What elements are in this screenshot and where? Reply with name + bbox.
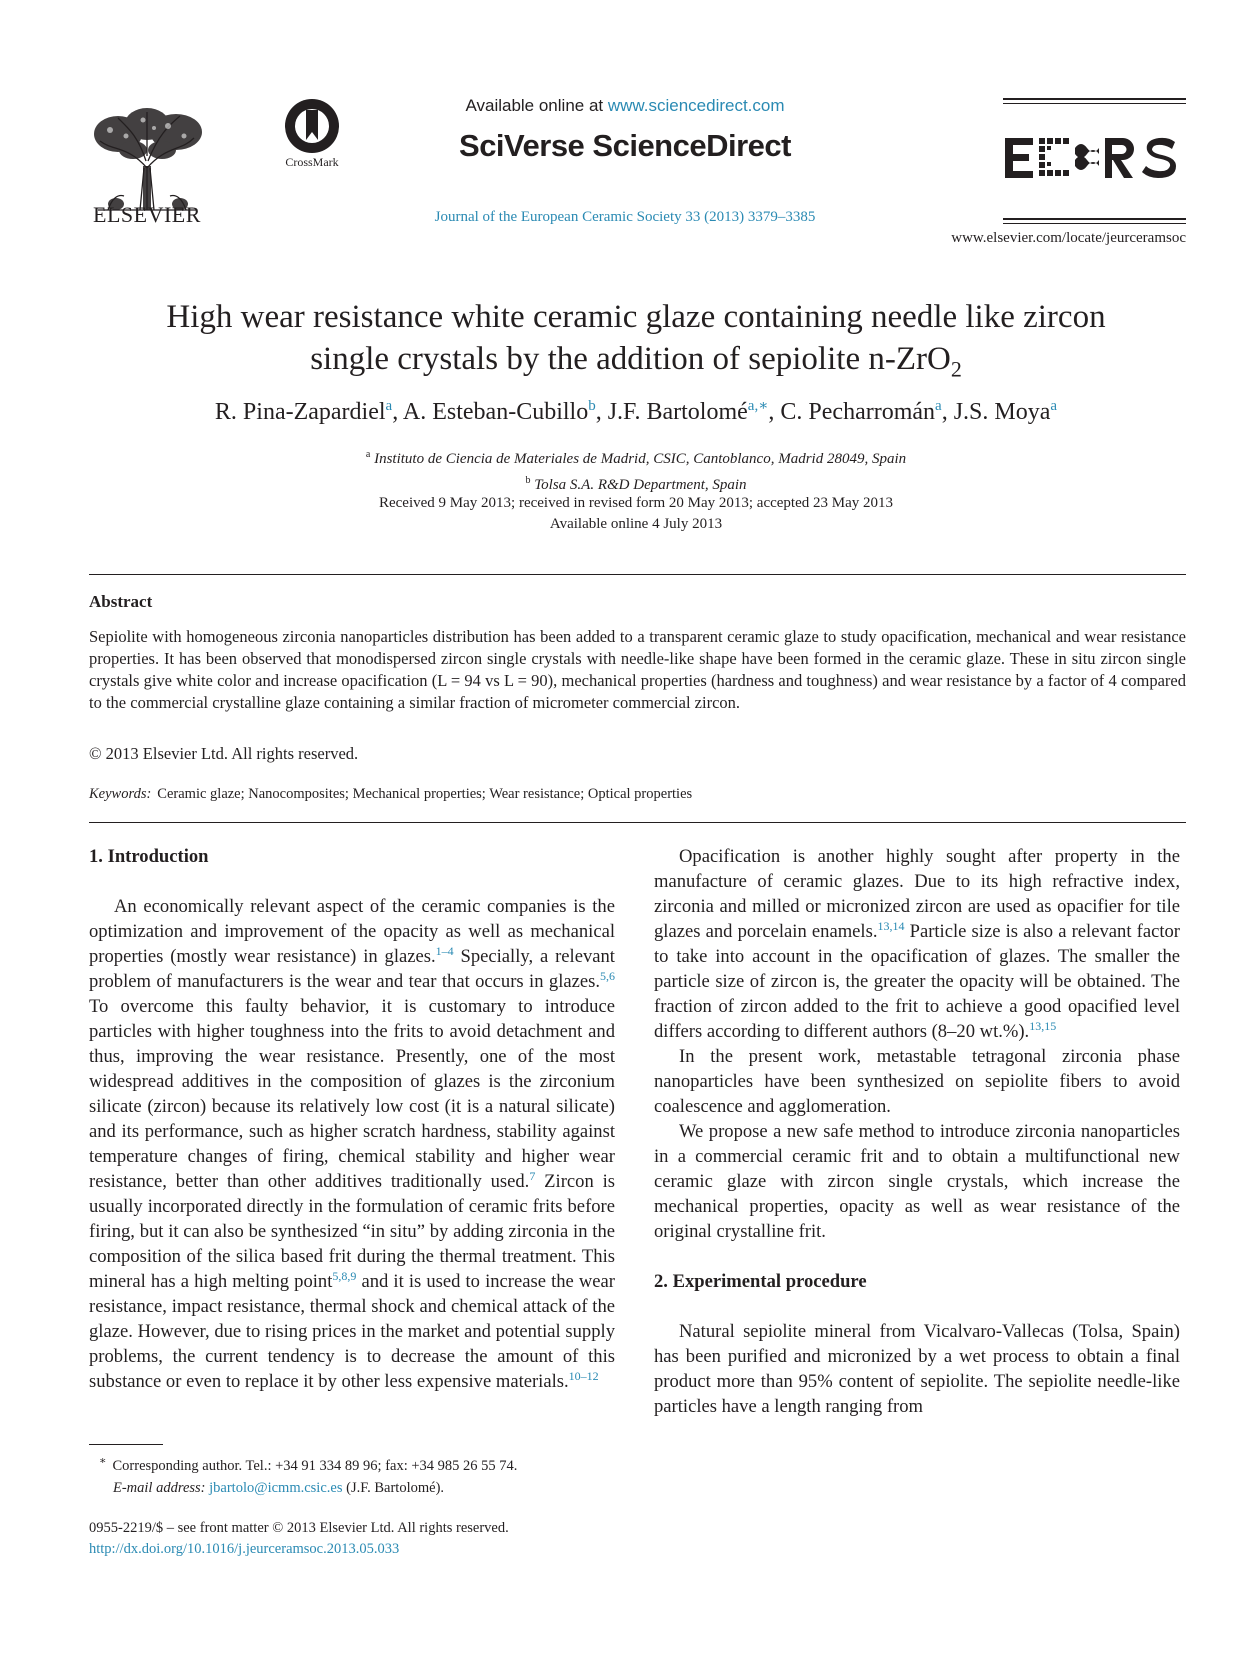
article-history (80, 493, 1192, 535)
citation-link[interactable]: 5,6 (600, 968, 615, 983)
citation-link[interactable]: 10–12 (568, 1368, 599, 1383)
sciverse-sciencedirect-wordmark: SciVerse ScienceDirect (459, 128, 791, 163)
journal-homepage-url[interactable]: www.elsevier.com/locate/jeurceramsoc (951, 230, 1186, 246)
author-email-link[interactable]: jbartolo@icmm.csic.es (209, 1479, 343, 1496)
doi-link[interactable]: http://dx.doi.org/10.1016/j.jeurceramsoc.2013.05.033 (89, 1541, 400, 1557)
section-heading-experimental: 2. Experimental procedure (654, 1271, 867, 1292)
keywords-label: Keywords: (89, 786, 152, 802)
available-online-line (360, 96, 890, 116)
header-rule (1003, 103, 1186, 104)
paragraph-text: Particle size is also a relevant factor to take into account in the opacification of glazes. The smaller the particle size of zircon is, the greater the opacity will be obtained. The fraction of zircon added to the frit to achieve a good opacified level differs according to different authors (8–20 wt.%). (654, 921, 1180, 1042)
footnote-marker: ∗ (99, 1455, 107, 1467)
author-affiliation-link[interactable]: a (1050, 398, 1058, 414)
affiliation-label: a (365, 449, 371, 460)
author-affiliation-link[interactable]: b (588, 398, 596, 414)
body-left-column (89, 844, 615, 1394)
abstract-copyright: © 2013 Elsevier Ltd. All rights reserved. (89, 744, 359, 763)
section-heading-introduction: 1. Introduction (89, 846, 209, 867)
issn-copyright: 0955-2219/$ – see front matter © 2013 Elsevier Ltd. All rights reserved. (89, 1520, 509, 1536)
article-title (80, 296, 1192, 391)
intro-paragraph-2 (654, 844, 1180, 1044)
keywords (89, 786, 1186, 803)
corresponding-author-text: Corresponding author. Tel.: +34 91 334 89 96; fax: +34 985 26 55 74. (112, 1457, 518, 1474)
author-affiliation-link[interactable]: a,∗ (747, 398, 769, 414)
intro-paragraph-3: In the present work, metastable tetragonal zirconia phase nanoparticles have been synthesized on sepiolite fibers to avoid coalescence and agglomeration. (654, 1046, 1180, 1117)
experimental-paragraph-1: Natural sepiolite mineral from Vicalvaro-Vallecas (Tolsa, Spain) has been purified and micronized by a wet process to obtain a final product more than 95% content of sepiolite. The sepiolite needle-like particles have a length ranging from (654, 1321, 1180, 1417)
author-name: R. Pina-Zapardiel (214, 399, 386, 425)
intro-paragraph-1 (89, 894, 615, 1394)
journal-citation-link[interactable]: Journal of the European Ceramic Society 33 (2013) 3379–3385 (434, 209, 816, 225)
footnote-rule (89, 1444, 163, 1445)
title-line-1: High wear resistance white ceramic glaze containing needle like zircon (166, 299, 1106, 335)
citation-link[interactable]: 13,15 (1029, 1018, 1057, 1033)
header-rule (1003, 98, 1186, 100)
available-online-prefix: Available online at (465, 96, 608, 115)
paragraph-text: and it is used to increase the wear resistance, impact resistance, thermal shock and chemical attack of the glaze. However, due to rising prices in the market and potential supply problems, the current tendency is to decrease the amount of this substance or even to replace it by other less expensive materials. (89, 1271, 616, 1392)
citation-link[interactable]: 5,8,9 (332, 1268, 357, 1283)
paragraph-text: Specially, a relevant problem of manufacturers is the wear and tear that occurs in glazes. (89, 946, 615, 992)
affiliation-text: Tolsa S.A. R&D Department, Spain (534, 477, 747, 493)
affiliation-text: Instituto de Ciencia de Materiales de Madrid, CSIC, Cantoblanco, Madrid 28049, Spain (374, 451, 907, 467)
front-matter (89, 1518, 649, 1560)
author-list: R. Pina-Zapardiel$^a$, A. Esteban-Cubillo$^b$, J.F. Bartolomé$^{a,∗}$, C. Pecharromán$^a$, J.S. Moya$^a$ (214, 398, 1058, 425)
author-affiliation-link[interactable]: a (385, 398, 393, 414)
paragraph-text: An economically relevant aspect of the ceramic companies is the optimization and improvement of the opacity as well as mechanical properties (mostly wear resistance) in glazes. (89, 896, 615, 967)
paragraph-text: Opacification is another highly sought after property in the manufacture of ceramic glazes. Due to its high refractive index, zirconia and milled or micronized zircon are used as opacifier for tile glazes and porcelain enamels. (654, 846, 1180, 942)
title-subscript: 2 (950, 356, 962, 382)
abstract-top-rule (89, 574, 1186, 575)
crossmark-icon[interactable] (276, 96, 348, 156)
affiliations (80, 444, 1192, 496)
author-name: C. Pecharromán (780, 399, 936, 425)
email-owner: (J.F. Bartolomé). (346, 1479, 445, 1496)
paragraph-text: To overcome this faulty behavior, it is customary to introduce particles with higher toughness into the frits to avoid detachment and thus, improving the wear resistance. Presently, one of the most widespread additives in the composition of glazes is the zirconium silicate (zircon) because its relatively low cost (it is a natural silicate) and its performance, such as higher scratch hardness, stability against temperature changes of firing, chemical stability and higher wear resistance, better than other additives traditionally used. (89, 996, 615, 1192)
author-name: J.F. Bartolomé (607, 399, 748, 425)
title-line-2: single crystals by the addition of sepiolite n-ZrO (310, 341, 951, 377)
header-rule (1003, 223, 1186, 224)
header-rule (1003, 218, 1186, 220)
abstract-bottom-rule (89, 822, 1186, 823)
author-affiliation-link[interactable]: a (935, 398, 942, 414)
citation-link[interactable]: 7 (529, 1168, 536, 1183)
available-online-date: Available online 4 July 2013 (549, 516, 723, 532)
affiliation-label: b (525, 475, 531, 486)
crossmark-label: CrossMark (285, 155, 339, 169)
body-right-column (654, 844, 1180, 1419)
abstract-text: Sepiolite with homogeneous zirconia nanoparticles distribution has been added to a transparent ceramic glaze to study opacification, mechanical and wear resistance properties. It has been observed that monodispersed zircon single crystals with needle-like shape have been formed in the ceramic glaze. These in situ zircon single crystals give white color and increase opacification (L = 94 vs L = 90), mechanical properties (hardness and toughness) and wear resistance by a factor of 4 compared to the commercial crystalline glaze containing a similar fraction of micrometer commercial zircon. (89, 627, 1186, 712)
email-label: E-mail address: (113, 1479, 206, 1496)
intro-paragraph-4: We propose a new safe method to introduce zirconia nanoparticles in a commercial ceramic frit and to obtain a multifunctional new ceramic glaze with zircon single crystals, which increase the mechanical properties, opacity as well as wear resistance of the original crystalline frit. (654, 1121, 1180, 1242)
citation-link[interactable]: 13,14 (877, 918, 905, 933)
author-name: A. Esteban-Cubillo (402, 399, 589, 425)
corresponding-author-footnote (89, 1450, 615, 1499)
abstract-heading: Abstract (89, 592, 153, 611)
elsevier-wordmark: ELSEVIER (93, 202, 201, 227)
received-dates: Received 9 May 2013; received in revised form 20 May 2013; accepted 23 May 2013 (378, 495, 893, 511)
sciencedirect-link[interactable]: www.sciencedirect.com (607, 96, 785, 115)
ecers-logo-icon (1003, 132, 1186, 184)
author-name: J.S. Moya (953, 399, 1051, 425)
paragraph-text: Zircon is usually incorporated directly in the formulation of ceramic frits before firing, but it can also be synthesized “in situ” by adding zirconia in the composition of the silica based frit during the thermal treatment. This mineral has a high melting point (89, 1171, 615, 1292)
keywords-list: Ceramic glaze; Nanocomposites; Mechanical properties; Wear resistance; Optical properties (157, 786, 693, 802)
citation-link[interactable]: 1–4 (435, 943, 454, 958)
